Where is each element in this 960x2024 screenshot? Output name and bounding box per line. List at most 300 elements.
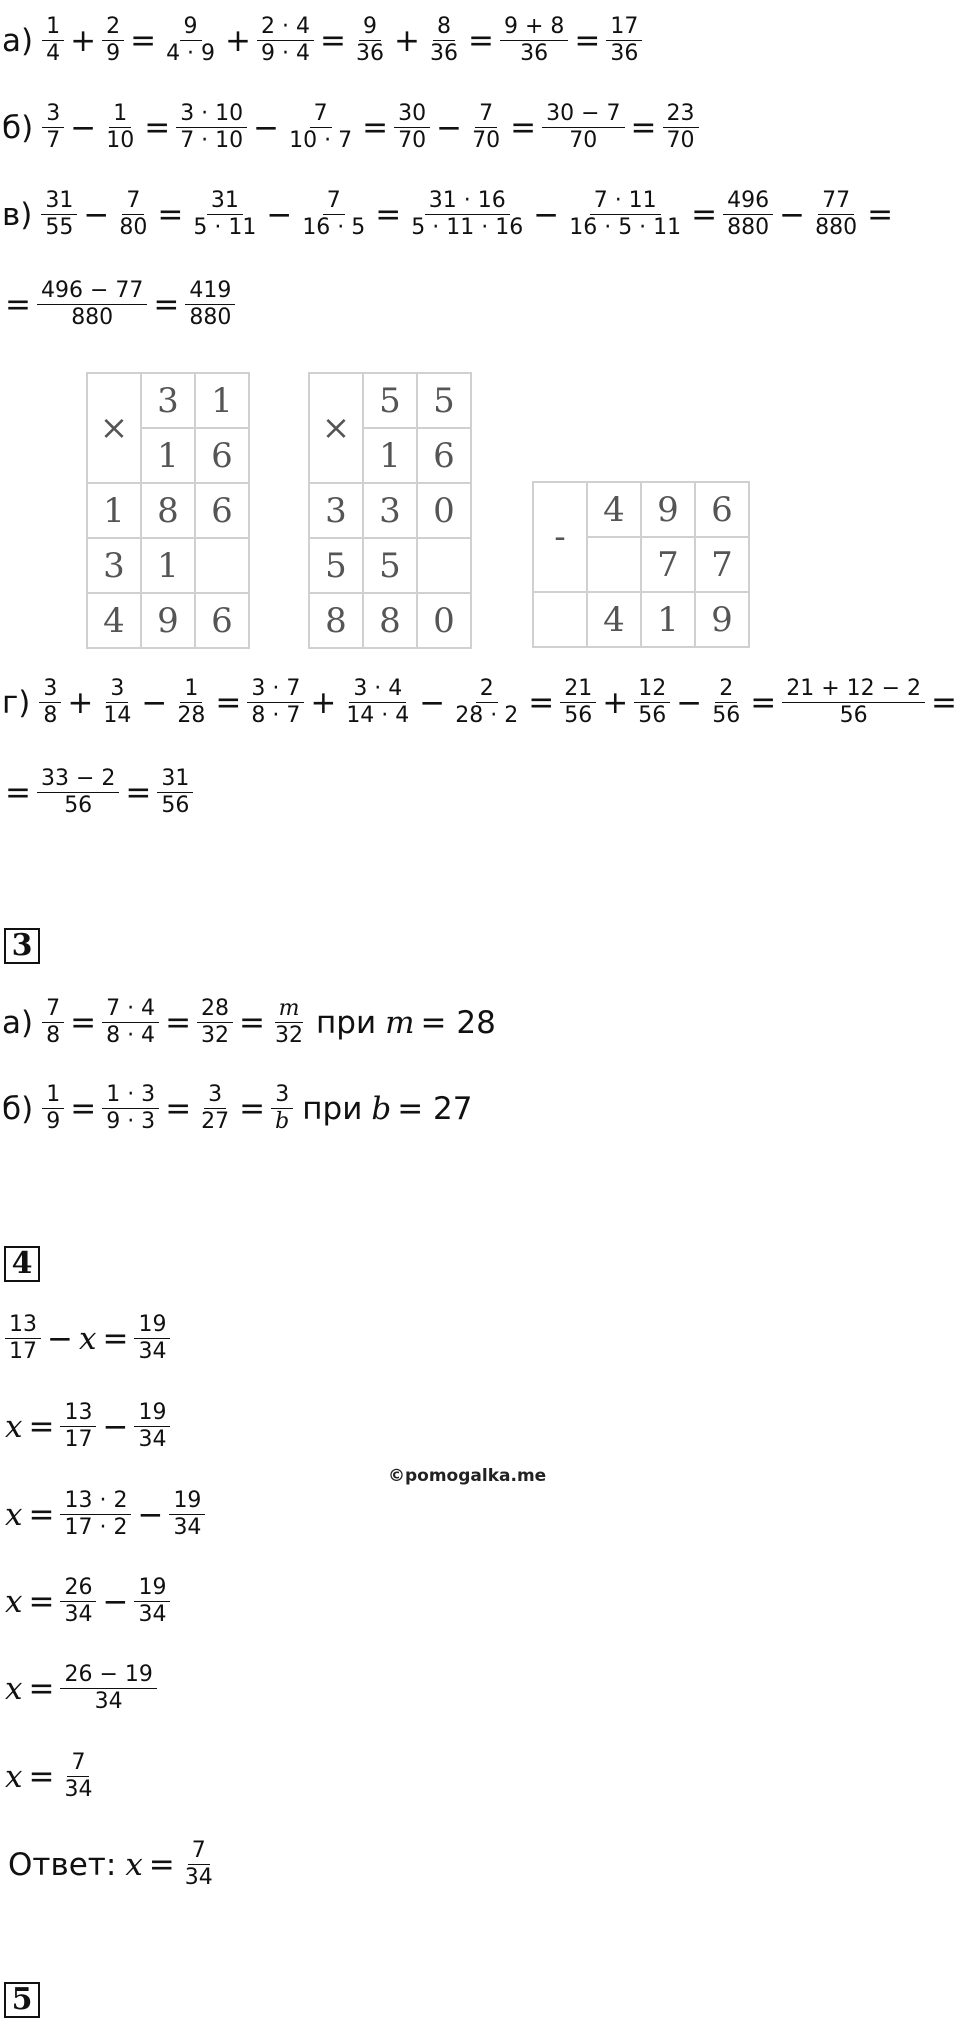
- numerator: 31: [157, 766, 193, 793]
- table-cell: 5: [417, 373, 471, 428]
- numerator: 2 · 4: [257, 14, 314, 41]
- table-cell: [587, 537, 641, 592]
- multiplication-table-31x16: [86, 372, 250, 649]
- numerator: 7: [310, 101, 332, 128]
- operator: −: [137, 1496, 164, 1533]
- denominator: 880: [815, 215, 858, 240]
- numerator: 13: [60, 1400, 96, 1427]
- operator: =: [130, 22, 157, 59]
- subtraction-table-496-77: [532, 481, 750, 648]
- table-cell: 7: [695, 537, 749, 592]
- equation-4-line6: [2, 1750, 99, 1803]
- numerator: 419: [185, 278, 235, 305]
- numerator: 3: [42, 101, 64, 128]
- fraction: [42, 996, 64, 1049]
- denominator: 17 · 2: [64, 1515, 128, 1540]
- table-row: [533, 482, 749, 537]
- table-cell: [417, 538, 471, 593]
- operator: =: [5, 774, 31, 811]
- fraction: [134, 1575, 170, 1628]
- operator: =: [165, 1090, 192, 1127]
- variable: x: [5, 1408, 23, 1445]
- numerator: 19: [134, 1400, 170, 1427]
- fraction: [500, 14, 568, 67]
- table-cell: 6: [195, 593, 249, 648]
- variable: x: [5, 1496, 23, 1533]
- denominator: 32: [201, 1023, 230, 1048]
- denominator: 27: [201, 1109, 230, 1134]
- fraction: [60, 1575, 96, 1628]
- fraction: [189, 188, 260, 241]
- denominator: 56: [564, 703, 593, 728]
- operator: =: [574, 22, 601, 59]
- table-cell: 3: [141, 373, 195, 428]
- numerator: 31: [207, 188, 243, 215]
- item-label: б): [2, 1090, 34, 1127]
- fraction: [468, 101, 504, 154]
- table-row: [87, 538, 249, 593]
- operator: −: [676, 684, 703, 721]
- fraction: [560, 676, 596, 729]
- operator: =: [691, 196, 718, 233]
- denominator: 56: [839, 703, 868, 728]
- denominator: 70: [398, 128, 427, 153]
- denominator: 34: [138, 1602, 167, 1627]
- fraction: [60, 1400, 96, 1453]
- operator: =: [630, 109, 657, 146]
- numerator: 7: [475, 101, 497, 128]
- table-row: [533, 592, 749, 647]
- table-cell: 3: [363, 483, 417, 538]
- operator: −: [47, 1320, 73, 1357]
- denominator: 4 · 9: [166, 41, 216, 66]
- variable: x: [5, 1583, 23, 1620]
- denominator: 56: [638, 703, 667, 728]
- numerator: 12: [634, 676, 670, 703]
- numerator: 30 − 7: [542, 101, 624, 128]
- operator: =: [467, 22, 494, 59]
- numerator: m: [275, 996, 304, 1023]
- numerator: 3 · 4: [349, 676, 406, 703]
- denominator: 10 · 7: [289, 128, 353, 153]
- numerator: 77: [818, 188, 854, 215]
- table-cell: 7: [641, 537, 695, 592]
- fraction: [134, 1400, 170, 1453]
- fraction: [37, 278, 147, 331]
- operator: =: [239, 1004, 266, 1041]
- fraction: [257, 14, 314, 67]
- table-cell: 4: [87, 593, 141, 648]
- operator: =: [28, 1670, 55, 1707]
- numerator: 33 − 2: [37, 766, 119, 793]
- fraction: [451, 676, 522, 729]
- numerator: 13: [5, 1312, 41, 1339]
- numerator: 21 + 12 − 2: [782, 676, 925, 703]
- equation-2b: [2, 101, 702, 154]
- fraction: [102, 14, 124, 67]
- denominator: 5 · 11: [193, 215, 257, 240]
- operator: =: [320, 22, 346, 59]
- item-label: в): [2, 196, 33, 233]
- text: при: [316, 1004, 377, 1041]
- numerator: 496 − 77: [37, 278, 147, 305]
- denominator: 34: [64, 1602, 93, 1627]
- operator: =: [5, 286, 31, 323]
- item-label: б): [2, 109, 34, 146]
- table-row: [87, 593, 249, 648]
- table-cell: ×: [87, 373, 141, 483]
- fraction: [663, 101, 699, 154]
- operator: =: [157, 196, 184, 233]
- numerator: 9: [180, 14, 202, 41]
- table-cell: 1: [363, 428, 417, 483]
- variable: b: [371, 1090, 392, 1127]
- multiplication-table-55x16: [308, 372, 472, 649]
- numerator: 19: [134, 1575, 170, 1602]
- fraction: [102, 996, 159, 1049]
- denominator: 34: [184, 1865, 213, 1890]
- operator: = 27: [397, 1090, 473, 1127]
- fraction: [181, 1838, 217, 1891]
- denominator: 34: [138, 1427, 167, 1452]
- fraction: [99, 676, 135, 729]
- operator: =: [144, 109, 171, 146]
- table-cell: 4: [587, 592, 641, 647]
- table-cell: 8: [141, 483, 195, 538]
- numerator: 21: [560, 676, 596, 703]
- numerator: 23: [663, 101, 699, 128]
- numerator: 31: [41, 188, 77, 215]
- numerator: 3: [106, 676, 128, 703]
- item-label: г): [2, 684, 31, 721]
- operator: =: [239, 1090, 266, 1127]
- numerator: 28: [197, 996, 233, 1023]
- fraction: [634, 676, 670, 729]
- operator: =: [165, 1004, 192, 1041]
- fraction: [115, 188, 151, 241]
- table-cell: 9: [641, 482, 695, 537]
- variable: x: [5, 1758, 23, 1795]
- fraction: [197, 996, 233, 1049]
- denominator: 5 · 11 · 16: [411, 215, 524, 240]
- table-cell: 8: [309, 593, 363, 648]
- denominator: 14: [103, 703, 132, 728]
- denominator: 56: [161, 793, 190, 818]
- fraction: [298, 188, 369, 241]
- numerator: 17: [606, 14, 642, 41]
- fraction: [42, 101, 64, 154]
- operator: =: [375, 196, 402, 233]
- table-cell: [533, 592, 587, 647]
- denominator: 32: [275, 1023, 304, 1048]
- variable: x: [125, 1846, 143, 1883]
- operator: = 28: [420, 1004, 496, 1041]
- numerator: 7: [42, 996, 64, 1023]
- denominator: 28: [177, 703, 206, 728]
- operator: −: [70, 109, 97, 146]
- numerator: 30: [394, 101, 430, 128]
- denominator: 14 · 4: [346, 703, 410, 728]
- denominator: 17: [64, 1427, 93, 1452]
- table-row: [87, 373, 249, 428]
- fraction: [162, 14, 219, 67]
- fraction: [271, 1082, 293, 1135]
- table-cell: 0: [417, 593, 471, 648]
- table-cell: ×: [309, 373, 363, 483]
- numerator: 1: [109, 101, 131, 128]
- operator: =: [70, 1004, 97, 1041]
- equation-4-line2: [2, 1400, 173, 1453]
- denominator: 8: [46, 1023, 61, 1048]
- denominator: 34: [173, 1515, 202, 1540]
- fraction: [41, 188, 77, 241]
- numerator: 9 + 8: [500, 14, 568, 41]
- operator: +: [310, 684, 337, 721]
- operator: =: [750, 684, 777, 721]
- operator: −: [419, 684, 446, 721]
- equation-2v-line2: [2, 278, 238, 331]
- fraction: [606, 14, 642, 67]
- table-cell: 3: [309, 483, 363, 538]
- numerator: 8: [433, 14, 455, 41]
- table-cell: 8: [363, 593, 417, 648]
- fraction: [247, 676, 304, 729]
- answer-4: [2, 1838, 220, 1891]
- watermark-text: ©pomogalka.me: [388, 1466, 547, 1486]
- equation-2a: [2, 14, 645, 67]
- fraction: [134, 1312, 170, 1365]
- table-cell: 5: [309, 538, 363, 593]
- table-cell: -: [533, 482, 587, 592]
- text: Ответ:: [8, 1846, 117, 1883]
- denominator: 70: [569, 128, 598, 153]
- operator: =: [70, 1090, 97, 1127]
- fraction: [39, 676, 61, 729]
- fraction: [176, 101, 247, 154]
- denominator: 36: [429, 41, 458, 66]
- denominator: 16 · 5 · 11: [569, 215, 682, 240]
- fraction: [352, 14, 388, 67]
- denominator: 9: [106, 41, 121, 66]
- table-cell: 6: [695, 482, 749, 537]
- operator: =: [28, 1408, 55, 1445]
- denominator: 80: [119, 215, 148, 240]
- table-cell: 6: [195, 428, 249, 483]
- operator: −: [436, 109, 463, 146]
- denominator: 34: [138, 1339, 167, 1364]
- denominator: b: [275, 1109, 290, 1134]
- denominator: 880: [189, 305, 232, 330]
- operator: −: [253, 109, 280, 146]
- table-row: [309, 593, 471, 648]
- denominator: 9 · 4: [261, 41, 311, 66]
- fraction: [173, 676, 209, 729]
- operator: +: [394, 22, 420, 59]
- operator: −: [102, 1583, 129, 1620]
- denominator: 7: [46, 128, 61, 153]
- table-cell: 1: [87, 483, 141, 538]
- table-cell: 9: [141, 593, 195, 648]
- equation-4-line5: [2, 1662, 160, 1715]
- denominator: 16 · 5: [302, 215, 366, 240]
- fraction: [197, 1082, 233, 1135]
- numerator: 1: [42, 14, 64, 41]
- operator: −: [83, 196, 110, 233]
- numerator: 3: [271, 1082, 293, 1109]
- task-number-4: 4: [4, 1246, 40, 1282]
- numerator: 1 · 3: [102, 1082, 159, 1109]
- numerator: 3: [39, 676, 61, 703]
- denominator: 28 · 2: [455, 703, 519, 728]
- denominator: 56: [712, 703, 741, 728]
- denominator: 17: [9, 1339, 37, 1364]
- fraction: [102, 1082, 159, 1135]
- table-cell: 5: [363, 373, 417, 428]
- numerator: 13 · 2: [60, 1488, 131, 1515]
- table-cell: 5: [363, 538, 417, 593]
- denominator: 34: [94, 1689, 123, 1714]
- numerator: 7 · 4: [102, 996, 159, 1023]
- numerator: 7: [67, 1750, 89, 1777]
- equation-4-line4: [2, 1575, 173, 1628]
- denominator: 880: [727, 215, 770, 240]
- table-cell: 1: [141, 428, 195, 483]
- task-number-5: 5: [4, 1982, 40, 2018]
- operator: =: [102, 1320, 129, 1357]
- numerator: 2: [715, 676, 737, 703]
- table-cell: 6: [417, 428, 471, 483]
- operator: =: [153, 286, 180, 323]
- numerator: 7: [188, 1838, 210, 1865]
- numerator: 3: [204, 1082, 226, 1109]
- fraction: [5, 1312, 41, 1365]
- denominator: 9: [46, 1109, 61, 1134]
- variable: x: [78, 1320, 97, 1357]
- denominator: 36: [520, 41, 549, 66]
- variable: m: [385, 1004, 415, 1041]
- numerator: 9: [359, 14, 381, 41]
- table-cell: 9: [695, 592, 749, 647]
- denominator: 7 · 10: [180, 128, 244, 153]
- fraction: [157, 766, 193, 819]
- operator: +: [70, 22, 97, 59]
- fraction: [102, 101, 138, 154]
- equation-2g-line2: [2, 766, 196, 819]
- fraction: [342, 676, 413, 729]
- denominator: 4: [46, 41, 61, 66]
- numerator: 1: [180, 676, 202, 703]
- fraction: [426, 14, 462, 67]
- operator: =: [867, 196, 894, 233]
- fraction: [169, 1488, 205, 1541]
- numerator: 1: [42, 1082, 64, 1109]
- fraction: [37, 766, 119, 819]
- denominator: 8 · 4: [106, 1023, 156, 1048]
- denominator: 36: [610, 41, 639, 66]
- variable: x: [5, 1670, 23, 1707]
- denominator: 70: [472, 128, 501, 153]
- numerator: 7: [323, 188, 345, 215]
- operator: =: [148, 1846, 175, 1883]
- denominator: 880: [71, 305, 114, 330]
- denominator: 36: [356, 41, 384, 66]
- numerator: 26: [60, 1575, 96, 1602]
- fraction: [565, 188, 685, 241]
- operator: +: [225, 22, 252, 59]
- fraction: [407, 188, 527, 241]
- fraction: [60, 1488, 131, 1541]
- denominator: 55: [45, 215, 74, 240]
- denominator: 9 · 3: [106, 1109, 156, 1134]
- equation-4-line3: [2, 1488, 208, 1541]
- operator: =: [28, 1758, 55, 1795]
- numerator: 3 · 7: [247, 676, 304, 703]
- table-row: [87, 483, 249, 538]
- operator: =: [510, 109, 537, 146]
- operator: −: [102, 1408, 129, 1445]
- fraction: [285, 101, 356, 154]
- table-row: [309, 373, 471, 428]
- numerator: 7: [122, 188, 144, 215]
- denominator: 8: [43, 703, 58, 728]
- fraction: [394, 101, 430, 154]
- numerator: 19: [134, 1312, 170, 1339]
- table-cell: 0: [417, 483, 471, 538]
- fraction: [811, 188, 861, 241]
- operator: −: [141, 684, 168, 721]
- operator: +: [67, 684, 94, 721]
- item-label: а): [2, 1004, 34, 1041]
- fraction: [542, 101, 624, 154]
- equation-3b: [2, 1082, 475, 1135]
- operator: =: [215, 684, 242, 721]
- operator: =: [362, 109, 389, 146]
- fraction: [185, 278, 235, 331]
- item-label: а): [2, 22, 34, 59]
- equation-2g-line1: [2, 676, 960, 729]
- denominator: 8 · 7: [251, 703, 301, 728]
- numerator: 3 · 10: [176, 101, 247, 128]
- denominator: 10: [106, 128, 135, 153]
- numerator: 19: [169, 1488, 205, 1515]
- table-cell: 4: [587, 482, 641, 537]
- numerator: 496: [723, 188, 773, 215]
- fraction: [782, 676, 925, 729]
- numerator: 2: [102, 14, 124, 41]
- table-cell: 1: [141, 538, 195, 593]
- table-cell: 1: [195, 373, 249, 428]
- table-cell: 1: [641, 592, 695, 647]
- numerator: 7 · 11: [590, 188, 661, 215]
- operator: −: [266, 196, 293, 233]
- fraction: [271, 996, 307, 1049]
- denominator: 34: [64, 1777, 93, 1802]
- table-row: [309, 483, 471, 538]
- operator: =: [125, 774, 152, 811]
- numerator: 26 − 19: [60, 1662, 156, 1689]
- fraction: [723, 188, 773, 241]
- operator: −: [533, 196, 560, 233]
- equation-2v-line1: [2, 188, 896, 241]
- fraction: [708, 676, 744, 729]
- operator: +: [602, 684, 629, 721]
- numerator: 31 · 16: [425, 188, 510, 215]
- denominator: 70: [666, 128, 695, 153]
- task-number-3: 3: [4, 928, 40, 964]
- table-cell: [195, 538, 249, 593]
- text: при: [302, 1090, 363, 1127]
- operator: =: [28, 1583, 55, 1620]
